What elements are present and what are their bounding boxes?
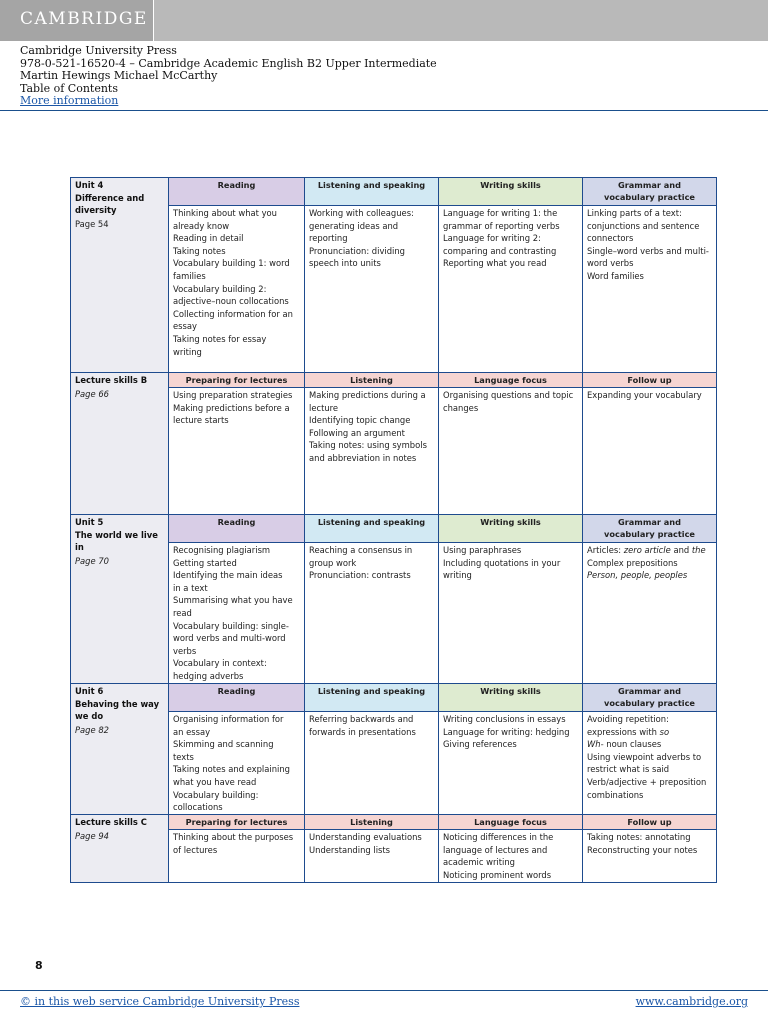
list-item: generating ideas and — [309, 220, 399, 231]
header-line: Grammar and — [618, 686, 681, 696]
column-header-listening: Listening — [305, 373, 439, 388]
column-header-listening: Listening — [305, 815, 439, 830]
list-item: Reconstructing your notes — [587, 844, 698, 855]
unit-title: we do — [75, 711, 104, 722]
column-header-preparing: Preparing for lectures — [169, 373, 305, 388]
lecture-b-header-row — [71, 373, 717, 388]
book-metadata — [20, 45, 437, 108]
unit-title: Behaving the way — [75, 698, 160, 709]
list-item: writing — [173, 346, 202, 357]
list-item: verbs — [173, 645, 197, 656]
list-item: Understanding lists — [309, 844, 391, 855]
column-header-preparing: Preparing for lectures — [169, 815, 305, 830]
unit-5-cell — [71, 515, 169, 684]
column-header-language-focus: Language focus — [439, 373, 583, 388]
list-item: conjunctions and sentence — [587, 220, 700, 231]
list-item: Giving references — [443, 739, 517, 750]
list-item: Thinking about what you — [173, 208, 277, 218]
lecture-b-listening — [305, 388, 439, 515]
list-item: Reaching a consensus in — [309, 545, 413, 555]
list-item: reporting — [309, 233, 348, 244]
copyright-link[interactable]: © in this web service Cambridge University Press — [20, 995, 300, 1008]
header-line: vocabulary practice — [604, 192, 695, 202]
list-item: changes — [443, 402, 479, 413]
list-item: Writing conclusions in essays — [443, 714, 566, 724]
list-item: Language for writing 2: — [443, 233, 541, 244]
column-header-grammar — [583, 684, 717, 712]
list-item: Verb/adjective + preposition — [587, 776, 707, 787]
list-item: Pronunciation: contrasts — [309, 570, 411, 581]
publisher: Cambridge University Press — [20, 44, 177, 57]
list-item: Working with colleagues: — [309, 208, 414, 218]
unit-5-listening — [305, 543, 439, 684]
list-item: Linking parts of a text: — [587, 208, 682, 218]
list-item: Vocabulary in context: — [173, 658, 267, 669]
list-item: of lectures — [173, 844, 218, 855]
text-run: the — [691, 545, 706, 555]
unit-page: Page 70 — [75, 555, 109, 566]
list-item: Avoiding repetition: — [587, 714, 669, 724]
list-item: Referring backwards and — [309, 714, 414, 724]
list-item: adjective–noun collocations — [173, 296, 289, 307]
unit-6-reading — [169, 712, 305, 815]
column-header-listening-speaking: Listening and speaking — [305, 684, 439, 712]
list-item: Taking notes and explaining — [173, 764, 290, 775]
list-item: Using preparation strategies — [173, 390, 293, 400]
header-line: Grammar and — [618, 517, 681, 527]
list-item: Understanding evaluations — [309, 832, 422, 842]
list-item: Taking notes — [173, 245, 226, 256]
list-item: what you have read — [173, 776, 257, 787]
lecture-b-preparing — [169, 388, 305, 515]
list-item: Language for writing 1: the — [443, 208, 558, 218]
list-item: Using paraphrases — [443, 545, 522, 555]
list-item: Getting started — [173, 557, 237, 568]
list-item: writing — [443, 570, 472, 581]
list-item: Including quotations in your — [443, 557, 561, 568]
unit-4-cell — [71, 178, 169, 373]
unit-page: Page 94 — [75, 830, 109, 841]
unit-5-grammar — [583, 543, 717, 684]
list-item: word verbs and multi-word — [173, 633, 286, 644]
list-item: Language for writing: hedging — [443, 726, 570, 737]
column-header-listening-speaking: Listening and speaking — [305, 515, 439, 543]
list-item: Skimming and scanning — [173, 739, 274, 750]
list-item: Taking notes: annotating — [587, 832, 691, 842]
text-run: Articles: — [587, 545, 624, 555]
header-line: Grammar and — [618, 180, 681, 190]
lecture-c-header-row — [71, 815, 717, 830]
column-header-reading: Reading — [169, 684, 305, 712]
page-number: 8 — [35, 959, 43, 972]
list-item: Single–word verbs and multi- — [587, 245, 709, 256]
list-item: Using viewpoint adverbs to — [587, 751, 702, 762]
list-item: Identifying the main ideas — [173, 570, 283, 581]
table-of-contents — [70, 177, 717, 883]
unit-page: Page 66 — [75, 388, 109, 399]
text-run: noun clauses — [603, 739, 662, 750]
column-header-grammar — [583, 178, 717, 206]
list-item: Summarising what you have — [173, 595, 293, 606]
unit-4-header-row — [71, 178, 717, 206]
list-item: and abbreviation in notes — [309, 452, 417, 463]
list-item: language of lectures and — [443, 844, 548, 855]
list-item: comparing and contrasting — [443, 245, 557, 256]
list-item: forwards in presentations — [309, 726, 416, 737]
column-header-reading: Reading — [169, 515, 305, 543]
unit-4-writing — [439, 206, 583, 373]
lecture-c-language — [439, 830, 583, 883]
footer-divider — [0, 990, 768, 991]
header-line: vocabulary practice — [604, 698, 695, 708]
list-item: Noticing differences in the — [443, 832, 554, 842]
lecture-c-follow-up — [583, 830, 717, 883]
unit-4-grammar — [583, 206, 717, 373]
more-information-link[interactable]: More information — [20, 94, 119, 108]
text-run: expressions with — [587, 726, 660, 737]
list-item: Making predictions during a — [309, 390, 426, 400]
list-item: speech into units — [309, 258, 381, 269]
unit-page: Page 82 — [75, 724, 109, 735]
list-item: Complex prepositions — [587, 557, 678, 568]
lecture-b-follow-up — [583, 388, 717, 515]
column-header-writing: Writing skills — [439, 178, 583, 206]
list-item: Organising questions and topic — [443, 390, 574, 400]
cambridge-logo[interactable] — [0, 0, 154, 41]
logo-text: CAMBRIDGE — [20, 9, 148, 29]
header-line: vocabulary practice — [604, 529, 695, 539]
column-header-writing: Writing skills — [439, 684, 583, 712]
list-item: Recognising plagiarism — [173, 545, 271, 555]
column-header-follow-up: Follow up — [583, 373, 717, 388]
list-item: Making predictions before a — [173, 402, 290, 413]
text-run: so — [659, 726, 670, 737]
list-item — [587, 738, 712, 751]
unit-page: Page 54 — [75, 218, 109, 229]
list-item: Following an argument — [309, 427, 405, 438]
list-item: combinations — [587, 789, 644, 800]
list-item: Organising information for — [173, 714, 284, 724]
unit-6-writing — [439, 712, 583, 815]
unit-6-cell — [71, 684, 169, 815]
list-item: restrict what is said — [587, 764, 670, 775]
list-item: Expanding your vocabulary — [587, 390, 702, 400]
header-banner — [0, 0, 768, 41]
lecture-c-preparing — [169, 830, 305, 883]
unit-label: Unit 5 — [75, 517, 104, 527]
list-item: word verbs — [587, 258, 634, 269]
list-item: texts — [173, 751, 194, 762]
list-item: an essay — [173, 726, 211, 737]
list-item: lecture — [309, 402, 339, 413]
authors: Martin Hewings Michael McCarthy — [20, 69, 218, 83]
unit-title: The world we live in — [75, 529, 158, 553]
column-header-reading: Reading — [169, 178, 305, 206]
section-title: Table of Contents — [20, 81, 119, 95]
unit-title: diversity — [75, 205, 117, 216]
list-item: Noticing prominent words — [443, 869, 552, 880]
unit-4-listening — [305, 206, 439, 373]
website-link[interactable]: www.cambridge.org — [635, 995, 748, 1008]
list-item: connectors — [587, 233, 634, 244]
lecture-b-cell — [71, 373, 169, 515]
list-item: hedging adverbs — [173, 670, 244, 681]
list-item: Vocabulary building: — [173, 789, 259, 800]
unit-6-grammar — [583, 712, 717, 815]
lecture-c-listening — [305, 830, 439, 883]
list-item: lecture starts — [173, 415, 229, 426]
list-item — [587, 726, 712, 739]
list-item: Word families — [587, 270, 644, 281]
text-run: and — [670, 545, 692, 555]
unit-label: Unit 6 — [75, 686, 104, 696]
column-header-grammar — [583, 515, 717, 543]
list-item: collocations — [173, 802, 223, 813]
lecture-b-language — [439, 388, 583, 515]
header-divider — [0, 110, 768, 111]
list-item: Reporting what you read — [443, 258, 547, 269]
list-item: Identifying topic change — [309, 415, 411, 426]
column-header-follow-up: Follow up — [583, 815, 717, 830]
unit-6-header-row — [71, 684, 717, 712]
list-item: families — [173, 270, 206, 281]
list-item: Vocabulary building: single- — [173, 620, 289, 631]
list-item: group work — [309, 557, 357, 568]
list-item — [587, 544, 712, 557]
unit-5-header-row — [71, 515, 717, 543]
unit-label: Lecture skills C — [75, 817, 147, 827]
list-item: Collecting information for an — [173, 308, 293, 319]
list-item: read — [173, 607, 192, 618]
lecture-c-cell — [71, 815, 169, 883]
unit-6-listening — [305, 712, 439, 815]
list-item: essay — [173, 321, 197, 332]
text-run: Wh- — [587, 739, 604, 750]
text-run: zero article — [623, 545, 671, 555]
list-item: already know — [173, 220, 230, 231]
unit-label: Lecture skills B — [75, 375, 148, 385]
unit-title: Difference and — [75, 192, 145, 203]
list-item: Vocabulary building 1: word — [173, 258, 290, 269]
list-item: Taking notes: using symbols — [309, 440, 427, 451]
list-item: Person, people, peoples — [587, 570, 688, 581]
unit-5-reading — [169, 543, 305, 684]
unit-5-writing — [439, 543, 583, 684]
list-item: Thinking about the purposes — [173, 832, 294, 842]
list-item: Taking notes for essay — [173, 333, 267, 344]
unit-label: Unit 4 — [75, 180, 104, 190]
column-header-listening-speaking: Listening and speaking — [305, 178, 439, 206]
isbn-title: 978-0-521-16520-4 – Cambridge Academic English B2 Upper Intermediate — [20, 56, 437, 70]
list-item: Pronunciation: dividing — [309, 245, 405, 256]
list-item: academic writing — [443, 857, 515, 868]
list-item: Reading in detail — [173, 233, 244, 244]
list-item: grammar of reporting verbs — [443, 220, 560, 231]
list-item: Vocabulary building 2: — [173, 283, 267, 294]
column-header-writing: Writing skills — [439, 515, 583, 543]
list-item: in a text — [173, 582, 208, 593]
unit-4-reading — [169, 206, 305, 373]
column-header-language-focus: Language focus — [439, 815, 583, 830]
